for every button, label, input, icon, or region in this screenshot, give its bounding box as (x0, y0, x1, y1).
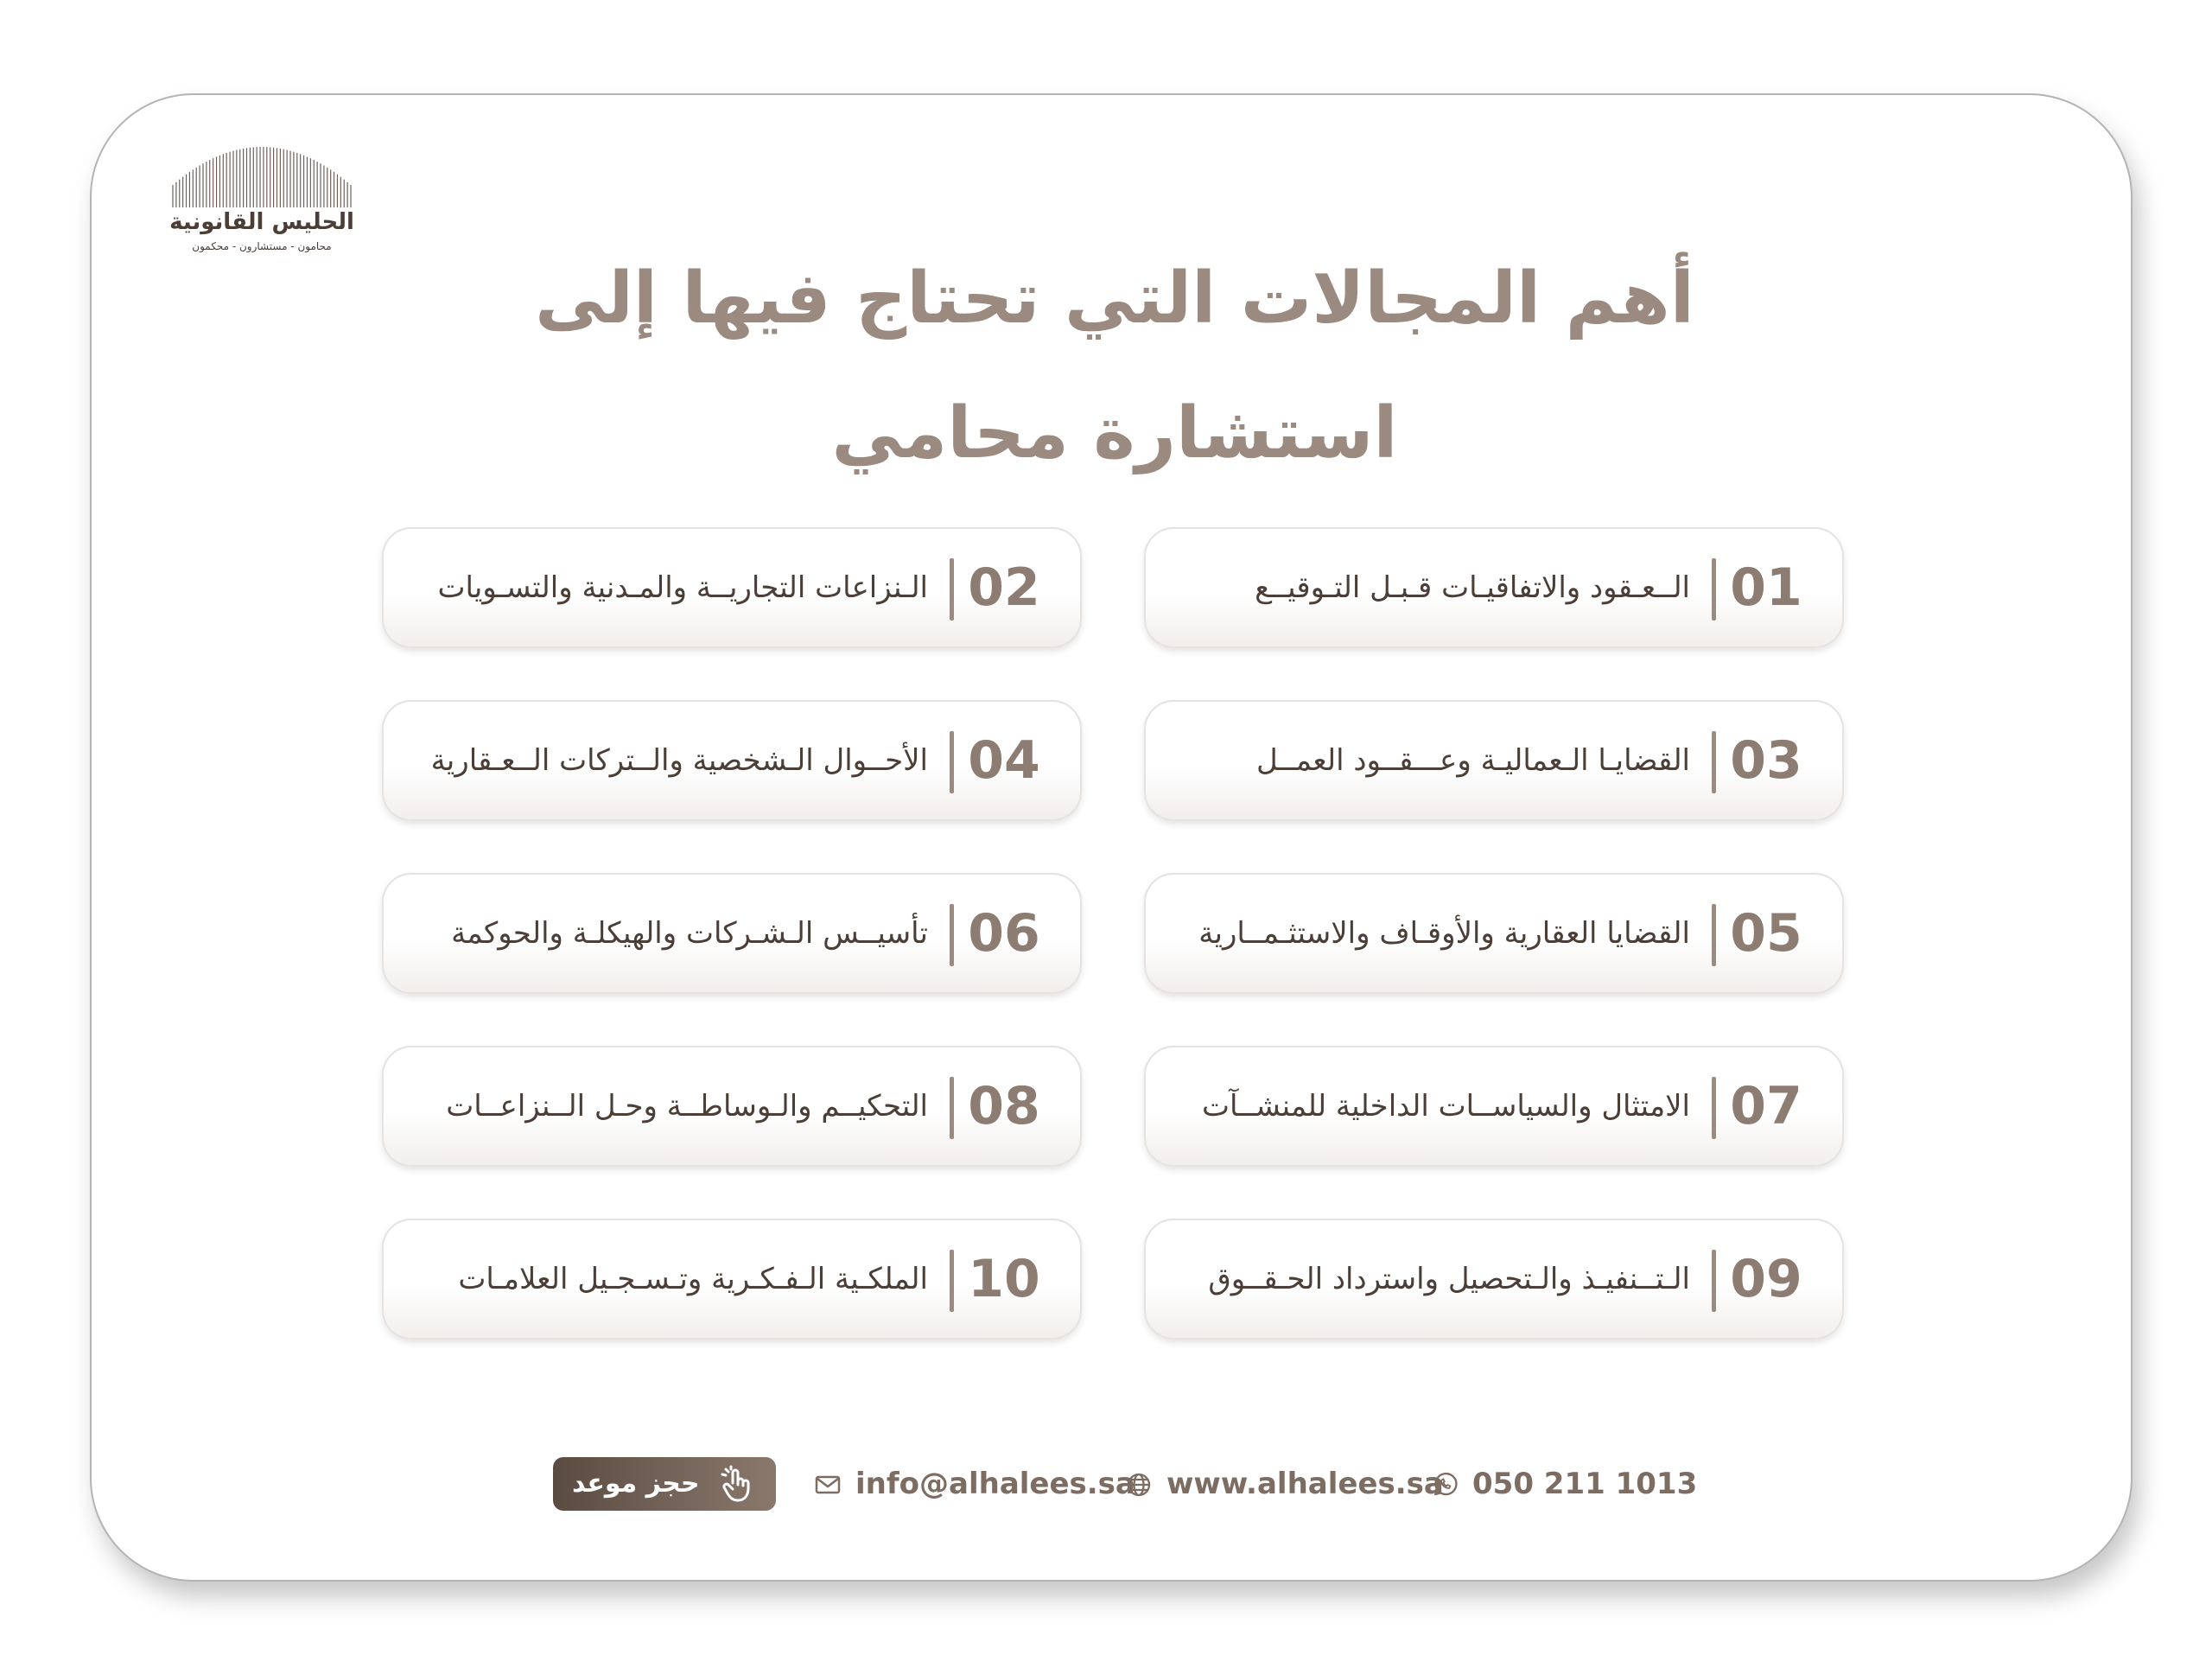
item-number: 07 (1730, 1076, 1802, 1136)
item-label: الأحــوال الـشخصية والــتركات الــعـقارية (430, 743, 928, 778)
globe-icon (1125, 1471, 1153, 1499)
item-label: القضايـا الـعماليـة وعـــقــود العمــل (1256, 743, 1690, 778)
service-item (382, 700, 1082, 821)
brand-name: الحليس القانونية (169, 209, 354, 235)
item-divider (1712, 1077, 1716, 1139)
page-title (484, 232, 1745, 501)
item-label: الـنزاعات التجاريــة والمـدنية والتسـويات (437, 570, 928, 605)
item-divider (1712, 904, 1716, 966)
item-divider (950, 731, 954, 793)
service-item (382, 1219, 1082, 1340)
item-number: 10 (968, 1249, 1040, 1309)
service-item (382, 527, 1082, 648)
service-item (1144, 527, 1844, 648)
item-label: الامتثال والسياســات الداخلية للمنشــآت (1201, 1089, 1690, 1124)
logo-bars-icon (169, 142, 354, 211)
item-label: التحكيــم والـوساطــة وحـل الــنزاعــات (446, 1089, 928, 1124)
book-appointment-label: حجز موعد (572, 1468, 700, 1499)
item-number: 02 (968, 557, 1040, 618)
brand-tagline: محامون - مستشارون - محكمون (192, 240, 332, 252)
item-divider (1712, 558, 1716, 621)
item-divider (950, 558, 954, 621)
website-text: www.alhalees.sa (1166, 1467, 1444, 1501)
footer (553, 1455, 1698, 1512)
item-label: الملكـية الـفـكـرية وتـسـجـيل العلامـات (458, 1262, 928, 1296)
item-number: 09 (1730, 1249, 1802, 1309)
service-item (1144, 873, 1844, 994)
item-number: 06 (968, 903, 1040, 964)
item-number: 05 (1730, 903, 1802, 964)
item-divider (950, 1250, 954, 1312)
brand-logo (169, 142, 354, 259)
item-divider (950, 1077, 954, 1139)
item-label: تأسيــس الـشـركات والهيكلـة والحوكمة (451, 916, 928, 951)
item-number: 04 (968, 730, 1040, 791)
email-text: info@alhalees.sa (855, 1467, 1135, 1501)
title-line-2: استشارة محامي (831, 392, 1398, 474)
hand-pointer-icon (717, 1464, 759, 1506)
item-number: 08 (968, 1076, 1040, 1136)
title-line-1: أهم المجالات التي تحتاج فيها إلى (535, 258, 1694, 340)
item-label: الــعـقود والاتفاقيـات قـبـل التـوقيــع (1255, 570, 1690, 605)
mail-icon (814, 1471, 842, 1499)
phone-text: 050 211 1013 (1472, 1467, 1698, 1501)
service-item (1144, 700, 1844, 821)
whatsapp-icon (1431, 1471, 1459, 1499)
service-item (382, 873, 1082, 994)
service-item (382, 1046, 1082, 1167)
service-item (1144, 1046, 1844, 1167)
item-divider (1712, 731, 1716, 793)
item-divider (950, 904, 954, 966)
item-divider (1712, 1250, 1716, 1312)
item-number: 01 (1730, 557, 1802, 618)
website-link[interactable] (1125, 1455, 1444, 1512)
book-appointment-button[interactable] (553, 1457, 776, 1511)
item-number: 03 (1730, 730, 1802, 791)
email-link[interactable] (814, 1455, 1135, 1512)
service-item (1144, 1219, 1844, 1340)
item-label: الـتــنفيـذ والـتحصيل واسترداد الحـقــوق (1208, 1262, 1690, 1296)
item-label: القضايا العقارية والأوقـاف والاستثـمــارية (1198, 916, 1690, 951)
phone-link[interactable] (1431, 1455, 1698, 1512)
